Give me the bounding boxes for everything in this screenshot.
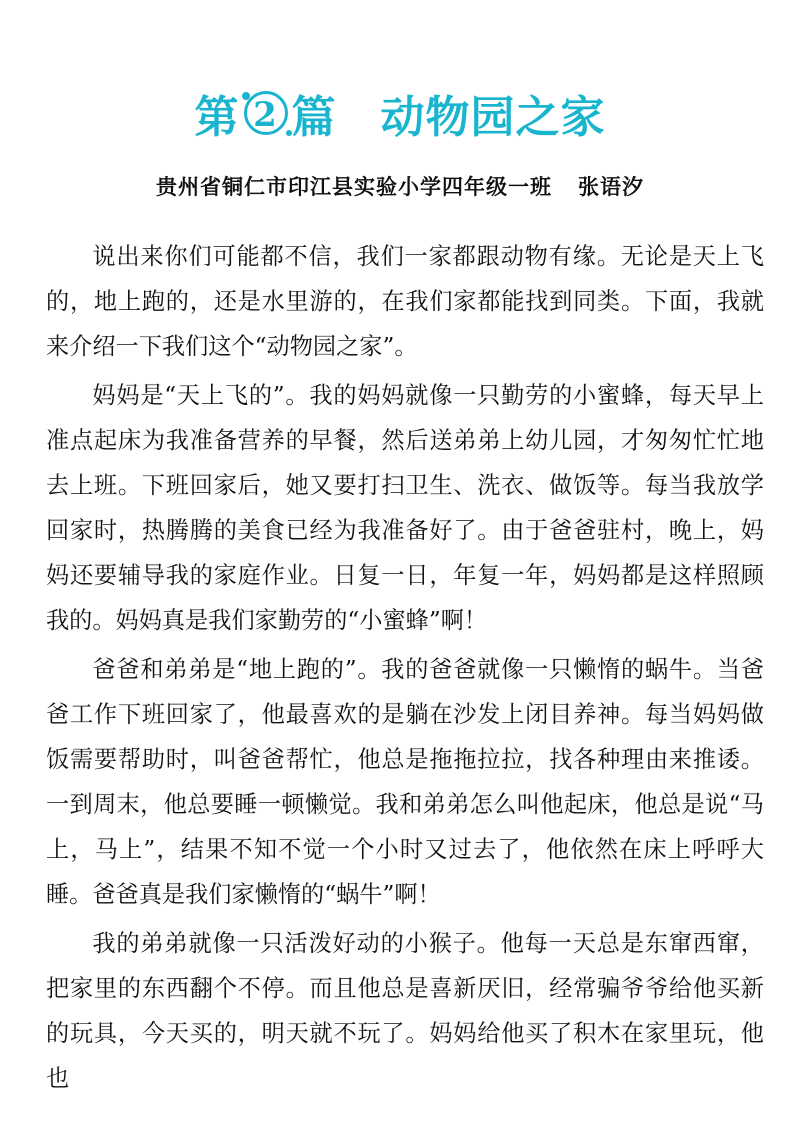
title-prefix: 第: [194, 92, 240, 143]
article-title: [0, 88, 800, 148]
paragraph: 爸爸和弟弟是“地上跑的”。我的爸爸就像一只懒惰的蜗牛。当爸爸工作下班回家了，他最喜欢的是躺在沙发上闭目养神。每当妈妈做饭需要帮助时，叫爸爸帮忙，他总是拖拖拉拉，找各种理由来推诿。一到周末，他总要睡一顿懒觉。我和弟弟怎么叫他起床，他总是说“马上，马上”，结果不知不觉一个小时又过去了，他依然在床上呼呼大睡。爸爸真是我们家懒惰的“蜗牛”啊！: [46, 656, 764, 908]
byline-author: 张语汐: [578, 174, 644, 199]
title-name: 动物园之家: [380, 92, 606, 143]
title-number-badge: [244, 88, 288, 148]
badge-dot-small-icon: [286, 130, 292, 136]
title-number: 2: [244, 91, 288, 135]
article-body: [46, 234, 764, 1105]
byline: [0, 172, 800, 202]
paragraph: 我的弟弟就像一只活泼好动的小猴子。他每一天总是东窜西窜，把家里的东西翻个不停。而且他总是喜新厌旧，经常骗爷爷给他买新的玩具，今天买的，明天就不玩了。妈妈给他买了积木在家里玩，他也: [46, 930, 764, 1092]
byline-school: 贵州省铜仁市印江县实验小学四年级一班: [156, 174, 552, 199]
paragraph: 说出来你们可能都不信，我们一家都跟动物有缘。无论是天上飞的，地上跑的，还是水里游的，在我们家都能找到同类。下面，我就来介绍一下我们这个“动物园之家”。: [46, 243, 764, 360]
badge-dot-icon: [242, 92, 250, 100]
title-suffix: 篇: [291, 92, 337, 143]
paragraph: 妈妈是“天上飞的”。我的妈妈就像一只勤劳的小蜜蜂，每天早上准点起床为我准备营养的早餐，然后送弟弟上幼儿园，才匆匆忙忙地去上班。下班回家后，她又要打扫卫生、洗衣、做饭等。每当我放学回家时，热腾腾的美食已经为我准备好了。由于爸爸驻村，晚上，妈妈还要辅导我的家庭作业。日复一日，年复一年，妈妈都是这样照顾我的。妈妈真是我们家勤劳的“小蜜蜂”啊！: [46, 382, 764, 634]
